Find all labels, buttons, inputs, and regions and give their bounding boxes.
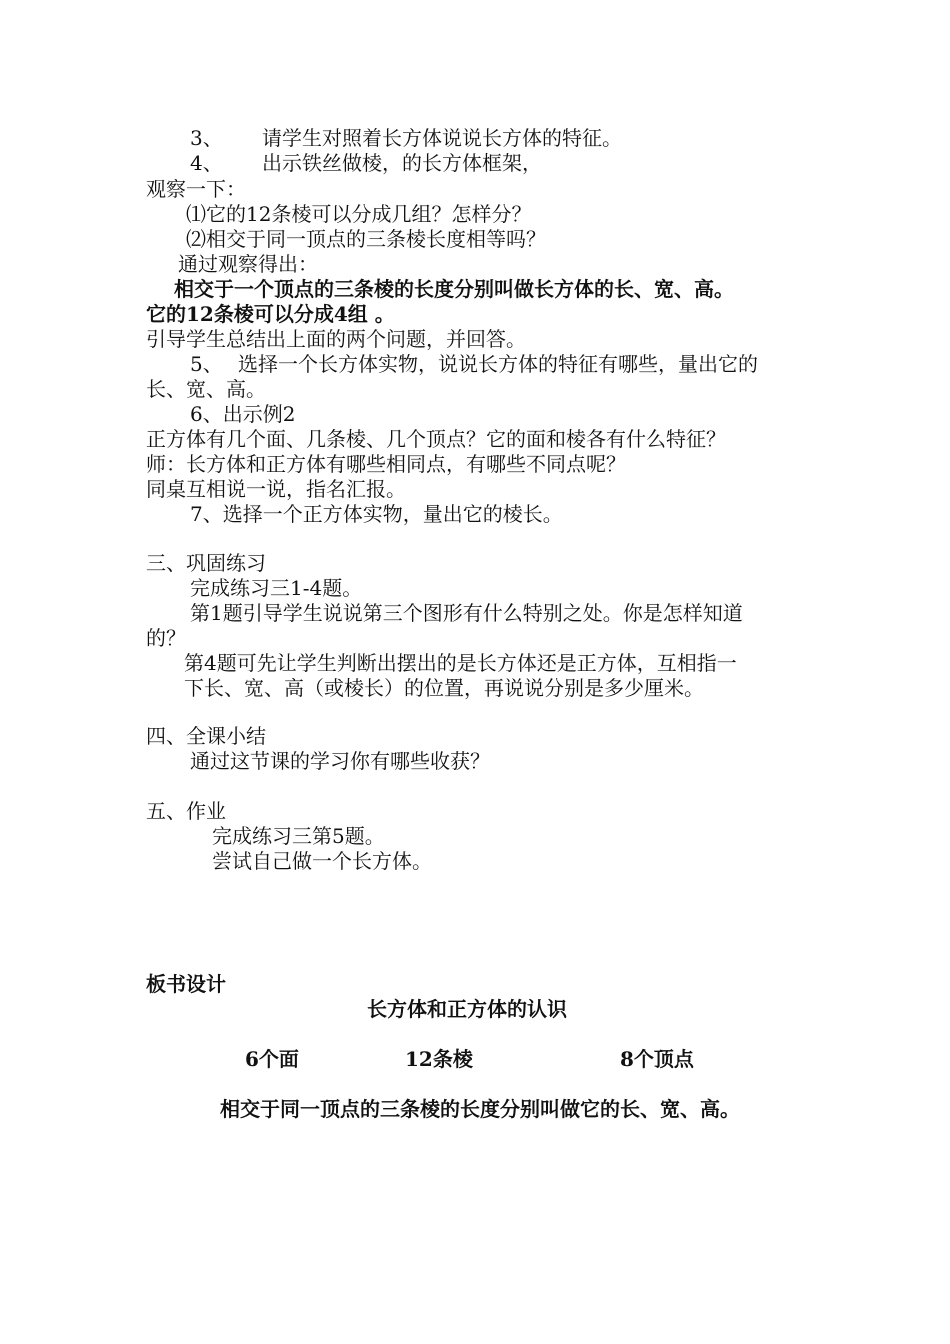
board-title: 长方体和正方体的认识 — [367, 997, 567, 1021]
conclusion-line-1: 相交于一个顶点的三条棱的长度分别叫做长方体的长、宽、高。 — [174, 277, 734, 301]
item-7: 7、选择一个正方体实物，量出它的棱长。 — [190, 502, 563, 526]
item-4 — [190, 151, 542, 175]
item-text: 请学生对照着长方体说说长方体的特征。 — [262, 126, 622, 150]
item-number: 5、 — [190, 352, 223, 376]
text-line: 观察一下： — [146, 177, 246, 201]
question-2: ⑵相交于同一顶点的三条棱长度相等吗？ — [186, 227, 546, 251]
board-vertices: 8个顶点 — [620, 1047, 694, 1071]
text-line: 引导学生总结出上面的两个问题，并回答。 — [146, 327, 526, 351]
text-line: 的？ — [146, 626, 186, 650]
text-line: 第1题引导学生说说第三个图形有什么特别之处。你是怎样知道 — [190, 601, 743, 625]
item-text: 选择一个长方体实物，说说长方体的特征有哪些，量出它的 — [238, 352, 758, 376]
board-definition: 相交于同一顶点的三条棱的长度分别叫做它的长、宽、高。 — [220, 1097, 740, 1121]
text-line: 下长、宽、高（或棱长）的位置，再说说分别是多少厘米。 — [184, 676, 704, 700]
item-5 — [190, 352, 758, 376]
section-heading-3: 三、巩固练习 — [146, 551, 266, 575]
item-3 — [190, 126, 622, 150]
question-1: ⑴它的12条棱可以分成几组？怎样分？ — [186, 202, 532, 226]
text-line: 通过观察得出： — [178, 252, 318, 276]
item-number: 3、 — [190, 126, 223, 150]
item-6: 6、出示例2 — [190, 402, 296, 426]
board-faces: 6个面 — [245, 1047, 299, 1071]
text-line: 通过这节课的学习你有哪些收获？ — [190, 749, 490, 773]
text-line: 正方体有几个面、几条棱、几个顶点？它的面和棱各有什么特征？ — [146, 427, 726, 451]
board-heading: 板书设计 — [146, 972, 226, 996]
text-line: 完成练习三1-4题。 — [190, 576, 363, 600]
text-line: 完成练习三第5题。 — [212, 824, 385, 848]
text-line: 尝试自己做一个长方体。 — [212, 849, 432, 873]
item-number: 4、 — [190, 151, 223, 175]
text-line: 第4题可先让学生判断出摆出的是长方体还是正方体，互相指一 — [184, 651, 737, 675]
section-heading-4: 四、全课小结 — [146, 724, 266, 748]
section-heading-5: 五、作业 — [146, 799, 226, 823]
text-line: 长、宽、高。 — [146, 377, 266, 401]
text-line: 同桌互相说一说，指名汇报。 — [146, 477, 406, 501]
conclusion-line-2: 它的12条棱可以分成4组 。 — [146, 302, 395, 326]
item-text: 出示铁丝做棱，的长方体框架， — [262, 151, 542, 175]
text-line: 师：长方体和正方体有哪些相同点，有哪些不同点呢？ — [146, 452, 626, 476]
board-edges: 12条棱 — [405, 1047, 473, 1071]
